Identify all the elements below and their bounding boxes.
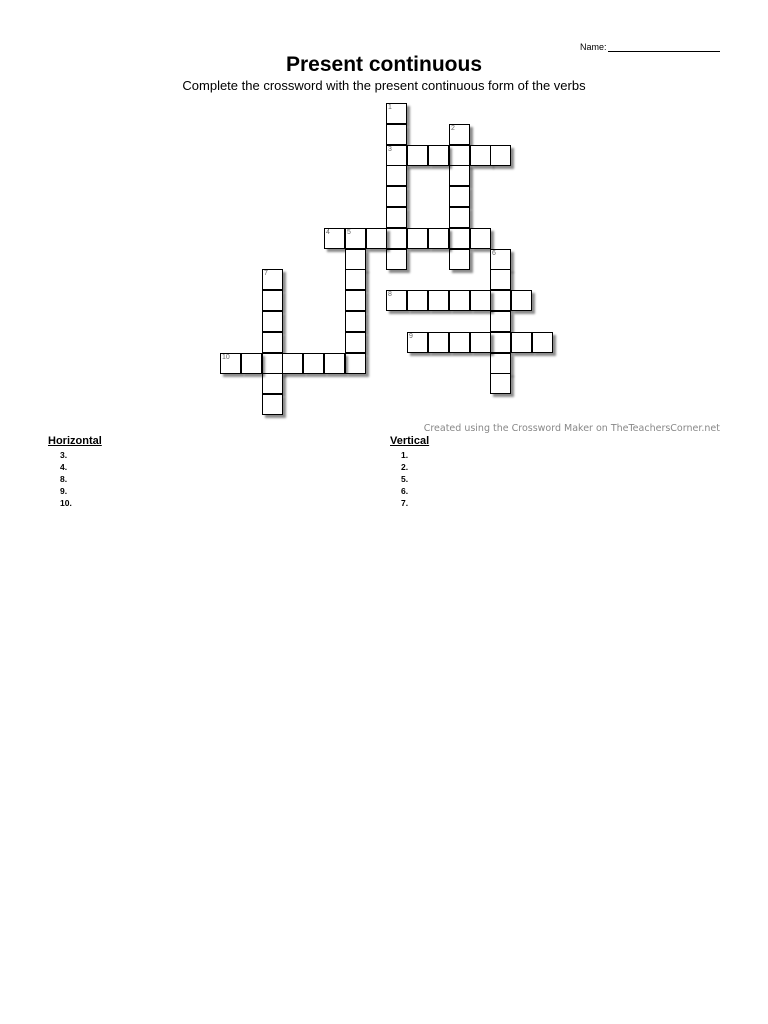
page-title: Present continuous: [285, 53, 483, 76]
crossword-cell[interactable]: [386, 207, 407, 228]
crossword-cell[interactable]: [386, 228, 407, 249]
crossword-cell[interactable]: [386, 145, 407, 166]
crossword-cell[interactable]: [345, 332, 366, 353]
crossword-cell[interactable]: [532, 332, 553, 353]
crossword-cell[interactable]: [490, 290, 511, 311]
crossword-cell[interactable]: [428, 290, 449, 311]
clue-item: 8.: [60, 474, 68, 484]
clue-number: 3: [388, 146, 392, 153]
crossword-cell[interactable]: [386, 165, 407, 186]
crossword-cell[interactable]: [490, 269, 511, 290]
crossword-cell[interactable]: [345, 353, 366, 374]
clue-number: 9: [409, 333, 413, 340]
instructions: Complete the crossword with the present continuous form of the verbs: [182, 78, 586, 93]
crossword-cell[interactable]: [282, 353, 303, 374]
clue-number: 10: [222, 354, 230, 361]
crossword-cell[interactable]: [386, 186, 407, 207]
credit-text: Created using the Crossword Maker on TheTeachersCorner.net: [423, 423, 720, 434]
clue-item: 9.: [60, 486, 68, 496]
crossword-cell[interactable]: [428, 228, 449, 249]
crossword-cell[interactable]: [407, 228, 428, 249]
crossword-cell[interactable]: [386, 103, 407, 124]
crossword-cell[interactable]: [262, 373, 283, 394]
clue-number: 5: [347, 229, 351, 236]
horizontal-clues: [48, 435, 102, 509]
crossword-cell[interactable]: [324, 228, 345, 249]
crossword-cell[interactable]: [407, 290, 428, 311]
crossword-cell[interactable]: [407, 332, 428, 353]
crossword-cell[interactable]: [428, 145, 449, 166]
crossword-cell[interactable]: [449, 249, 470, 270]
clue-item: 3.: [60, 450, 68, 460]
crossword-cell[interactable]: [490, 373, 511, 394]
horizontal-heading: Horizontal: [48, 435, 102, 447]
crossword-grid: [0, 0, 768, 430]
clue-item: 2.: [401, 462, 409, 472]
crossword-cell[interactable]: [345, 290, 366, 311]
crossword-cell[interactable]: [470, 290, 491, 311]
crossword-cell[interactable]: [490, 353, 511, 374]
crossword-cell[interactable]: [490, 332, 511, 353]
crossword-cell[interactable]: [449, 290, 470, 311]
crossword-cell[interactable]: [470, 228, 491, 249]
crossword-cell[interactable]: [366, 228, 387, 249]
crossword-cell[interactable]: [220, 353, 241, 374]
crossword-cell[interactable]: [262, 353, 283, 374]
crossword-cell[interactable]: [449, 145, 470, 166]
crossword-cell[interactable]: [470, 332, 491, 353]
clue-item: 6.: [401, 486, 409, 496]
clue-number: 4: [326, 229, 330, 236]
crossword-cell[interactable]: [511, 332, 532, 353]
crossword-cell[interactable]: [386, 124, 407, 145]
clue-item: 4.: [60, 462, 68, 472]
crossword-cell[interactable]: [324, 353, 345, 374]
crossword-cell[interactable]: [262, 269, 283, 290]
crossword-cell[interactable]: [490, 145, 511, 166]
crossword-cell[interactable]: [407, 145, 428, 166]
clue-number: 1: [388, 104, 392, 111]
clue-number: 2: [451, 125, 455, 132]
name-label: Name:: [580, 42, 607, 52]
crossword-cell[interactable]: [449, 332, 470, 353]
crossword-cell[interactable]: [428, 332, 449, 353]
crossword-cell[interactable]: [449, 124, 470, 145]
clue-item: 7.: [401, 498, 409, 508]
crossword-cell[interactable]: [345, 311, 366, 332]
crossword-cell[interactable]: [490, 311, 511, 332]
crossword-cell[interactable]: [386, 249, 407, 270]
clue-number: 8: [388, 291, 392, 298]
clue-item: 5.: [401, 474, 409, 484]
clue-item: 1.: [401, 450, 409, 460]
crossword-cell[interactable]: [303, 353, 324, 374]
crossword-cell[interactable]: [449, 186, 470, 207]
crossword-cell[interactable]: [262, 290, 283, 311]
crossword-cell[interactable]: [262, 311, 283, 332]
vertical-clues: [390, 435, 429, 509]
crossword-cell[interactable]: [490, 249, 511, 270]
crossword-cell[interactable]: [449, 165, 470, 186]
vertical-heading: Vertical: [390, 435, 430, 447]
crossword-cell[interactable]: [262, 332, 283, 353]
crossword-cell[interactable]: [449, 207, 470, 228]
clue-item: 10.: [60, 498, 72, 508]
clue-number: 6: [492, 250, 496, 257]
crossword-cell[interactable]: [449, 228, 470, 249]
crossword-cell[interactable]: [345, 249, 366, 270]
crossword-cell[interactable]: [345, 269, 366, 290]
clue-number: 7: [264, 270, 268, 277]
crossword-cell[interactable]: [262, 394, 283, 415]
crossword-cell[interactable]: [241, 353, 262, 374]
crossword-cell[interactable]: [511, 290, 532, 311]
crossword-cell[interactable]: [470, 145, 491, 166]
crossword-cell[interactable]: [386, 290, 407, 311]
crossword-cell[interactable]: [345, 228, 366, 249]
